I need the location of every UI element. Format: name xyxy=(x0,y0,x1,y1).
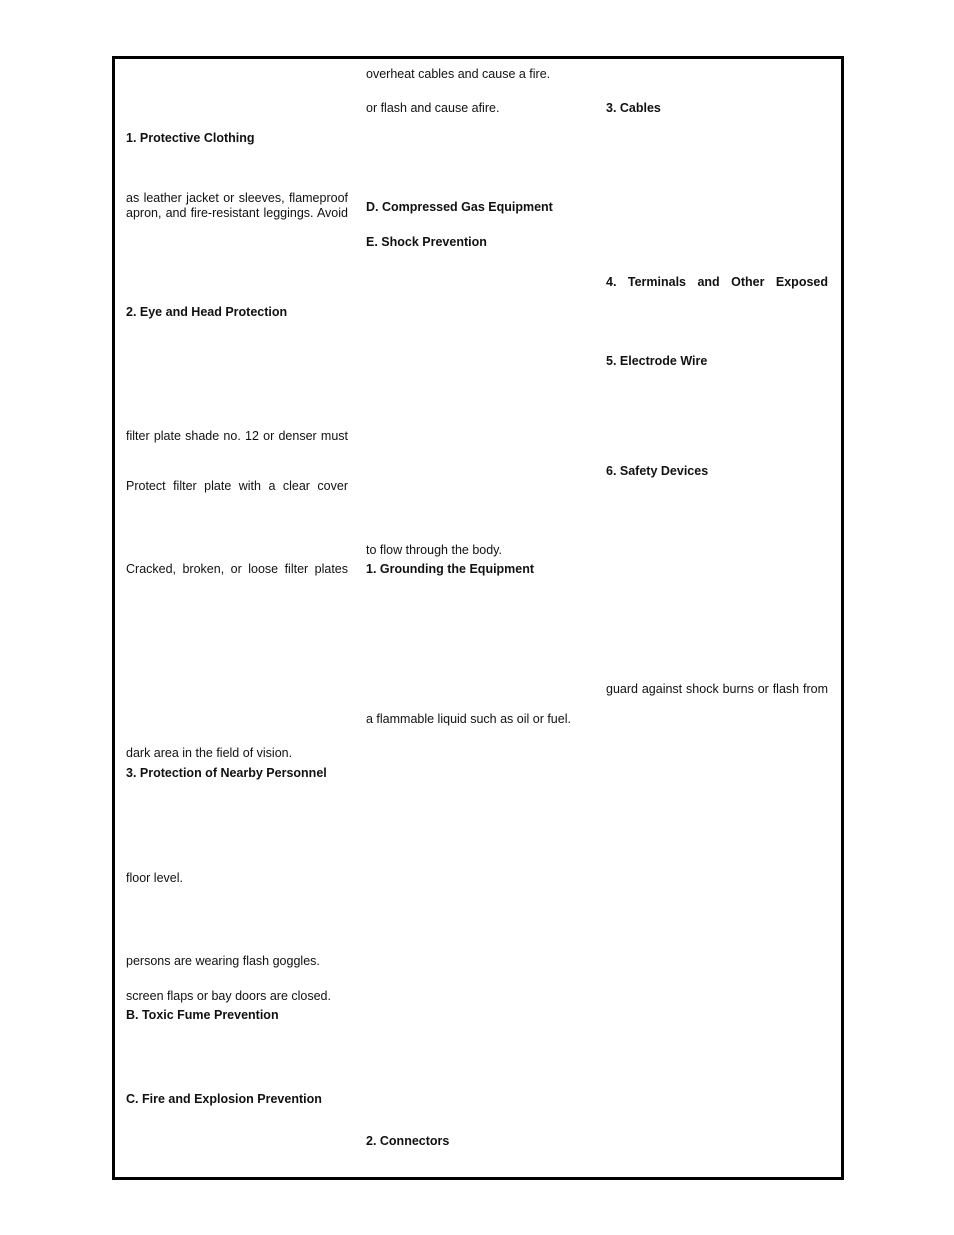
text-guard-shock: guard against shock burns or flash from xyxy=(606,682,828,696)
text-overheat-cables: overheat cables and cause a fire. xyxy=(366,67,551,81)
text-screen-flaps: screen flaps or bay doors are closed. xyxy=(126,989,331,1003)
text-flash-fire: or flash and cause afire. xyxy=(366,101,500,115)
text-protect-filter: Protect filter plate with a clear cover xyxy=(126,479,348,493)
text-dark-area: dark area in the field of vision. xyxy=(126,746,293,760)
text-clothing-line-1: as leather jacket or sleeves, flameproof xyxy=(126,191,348,205)
heading-grounding: 1. Grounding the Equipment xyxy=(366,562,535,576)
text-flow-body: to flow through the body. xyxy=(366,543,502,557)
heading-connectors: 2. Connectors xyxy=(366,1134,450,1148)
text-filter-shade: filter plate shade no. 12 or denser must xyxy=(126,429,348,443)
heading-protective-clothing: 1. Protective Clothing xyxy=(126,131,255,145)
heading-fire-explosion: C. Fire and Explosion Prevention xyxy=(126,1092,322,1106)
heading-electrode-wire: 5. Electrode Wire xyxy=(606,354,708,368)
heading-eye-head-protection: 2. Eye and Head Protection xyxy=(126,305,288,319)
text-cracked-filter: Cracked, broken, or loose filter plates xyxy=(126,562,348,576)
heading-compressed-gas: D. Compressed Gas Equipment xyxy=(366,200,553,214)
heading-cables: 3. Cables xyxy=(606,101,661,115)
text-flammable-liquid: a flammable liquid such as oil or fuel. xyxy=(366,712,571,726)
heading-shock-prevention: E. Shock Prevention xyxy=(366,235,487,249)
heading-toxic-fume: B. Toxic Fume Prevention xyxy=(126,1008,279,1022)
text-clothing-line-2: apron, and fire-resistant leggings. Avoid xyxy=(126,206,348,220)
text-flash-goggles: persons are wearing flash goggles. xyxy=(126,954,320,968)
text-floor-level: floor level. xyxy=(126,871,183,885)
heading-safety-devices: 6. Safety Devices xyxy=(606,464,709,478)
heading-terminals: 4. Terminals and Other Exposed xyxy=(606,275,828,289)
heading-nearby-personnel: 3. Protection of Nearby Personnel xyxy=(126,766,327,780)
